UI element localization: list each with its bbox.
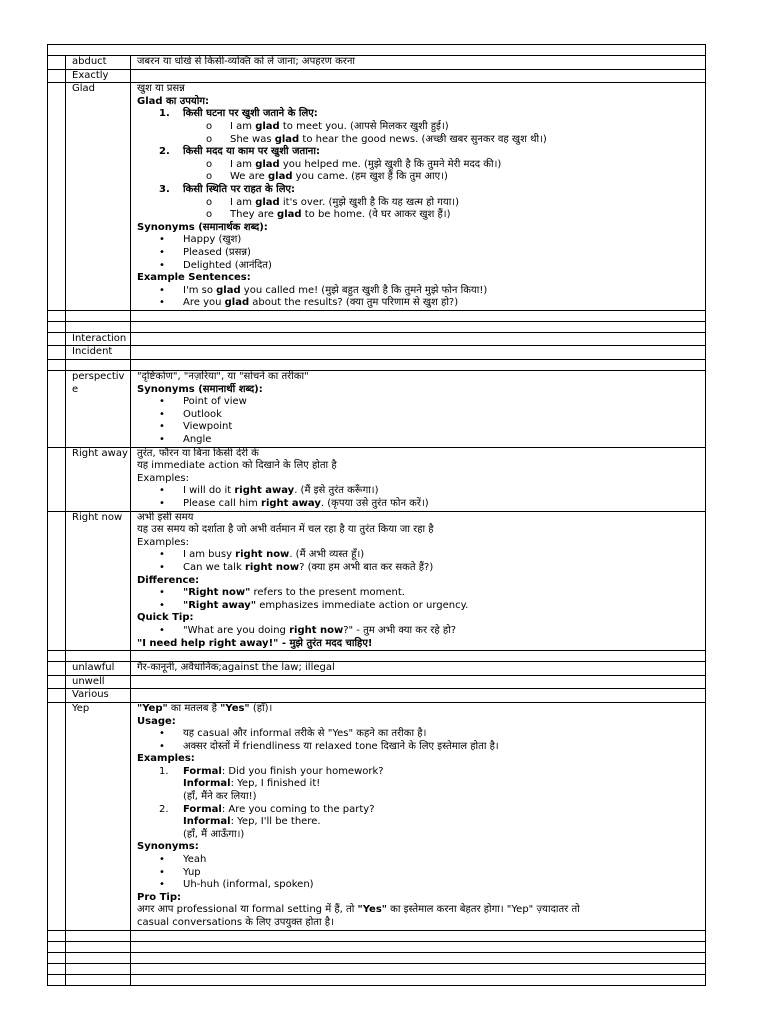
section-label: Examples: — [137, 536, 189, 548]
meaning-cell — [131, 974, 706, 985]
section-heading: Pro Tip: — [137, 891, 182, 903]
table-row — [48, 963, 706, 974]
tip-line: casual conversations के लिए उपयुक्त होता है। — [137, 917, 334, 928]
table-row — [48, 83, 706, 311]
example-line: o I am glad you helped me. (मुझे खुशी है कि तुमने मेरी मदद की।) — [206, 158, 502, 170]
section-heading: Difference: — [137, 574, 200, 586]
definition-text: जबरन या धोखे से किसी-व्यक्ति को ले जाना; अपहरण करना — [137, 56, 355, 67]
row-marker-cell — [48, 941, 66, 952]
row-marker-cell — [48, 321, 66, 332]
word-cell — [66, 952, 131, 963]
table-row — [48, 974, 706, 985]
bullet-item: • Are you glad about the results? (क्या तुम परिणाम से खुश हो?) — [159, 297, 459, 309]
bullet-item: • Angle — [159, 434, 212, 446]
word-cell: Various — [66, 689, 131, 703]
table-row — [48, 69, 706, 83]
section-heading: Glad का उपयोग: — [137, 95, 209, 107]
meaning-line: अभी इसी समय — [137, 511, 194, 523]
row-marker-cell — [48, 69, 66, 83]
word-cell — [66, 651, 131, 662]
numbered-item: 1. किसी घटना पर खुशी जताने के लिए: — [159, 108, 318, 120]
bullet-item: • अक्सर दोस्तों में friendliness या relaxed tone दिखाने के लिए इस्तेमाल होता है। — [159, 740, 499, 752]
word-cell — [66, 321, 131, 332]
table-row — [48, 360, 706, 371]
numbered-item: 2. किसी मदद या काम पर खुशी जताना: — [159, 146, 320, 158]
bullet-icon: • — [159, 234, 165, 246]
table-row — [48, 56, 706, 70]
table-row — [48, 702, 706, 930]
vocabulary-table-container — [47, 44, 705, 986]
bullet-icon: • — [159, 587, 165, 599]
meaning-cell — [131, 447, 706, 511]
meaning-cell — [131, 511, 706, 651]
word-cell: Right now — [66, 511, 131, 651]
meaning-line: "Yep" का मतलब है "Yes" (हाँ)। — [137, 702, 273, 714]
section-heading: Example Sentences: — [137, 272, 251, 284]
table-row — [48, 930, 706, 941]
table-row — [48, 662, 706, 676]
section-label: Examples: — [137, 472, 189, 484]
bullet-item: • "Right now" refers to the present moment. — [159, 587, 405, 599]
word-cell: Exactly — [66, 69, 131, 83]
example-line: o She was glad to hear the good news. (अच्छी खबर सुनकर वह खुश थी।) — [206, 133, 547, 145]
bullet-icon: • — [159, 624, 165, 636]
section-heading: Quick Tip: — [137, 612, 194, 624]
word-cell — [66, 941, 131, 952]
bullet-icon: • — [159, 421, 165, 433]
meaning-cell — [131, 702, 706, 930]
word-cell: Yep — [66, 702, 131, 930]
meaning-line: खुश या प्रसन्न — [137, 83, 185, 95]
row-marker-cell — [48, 346, 66, 360]
table-row — [48, 511, 706, 651]
meaning-cell — [131, 963, 706, 974]
bullet-item: • I'm so glad you called me! (मुझे बहुत खुशी है कि तुमने मुझे फोन किया!) — [159, 284, 488, 296]
meaning-cell — [131, 941, 706, 952]
word-cell — [66, 963, 131, 974]
meaning-line: यह immediate action को दिखाने के लिए होता है — [137, 460, 337, 472]
bullet-item: • Yeah — [159, 854, 207, 866]
word-cell — [66, 360, 131, 371]
table-header-empty — [48, 45, 706, 56]
meaning-cell — [131, 69, 706, 83]
row-marker-cell — [48, 702, 66, 930]
row-marker-cell — [48, 56, 66, 70]
word-cell — [66, 930, 131, 941]
table-row — [48, 941, 706, 952]
bullet-icon: • — [159, 728, 165, 740]
bullet-item: • Outlook — [159, 408, 222, 420]
word-cell: abduct — [66, 56, 131, 70]
numbered-item: 3. किसी स्थिति पर राहत के लिए: — [159, 183, 296, 195]
bullet-item: • "What are you doing right now?" - तुम अभी क्या कर रहे हो? — [159, 624, 457, 636]
bullet-icon: • — [159, 854, 165, 866]
table-row — [48, 689, 706, 703]
section-heading: Synonyms: — [137, 841, 199, 853]
bullet-item: • Point of view — [159, 396, 247, 408]
example-line: Informal: Yep, I'll be there. — [183, 816, 321, 828]
bullet-item: • I will do it right away. (मैं इसे तुरंत करूँगा।) — [159, 485, 379, 497]
bullet-icon: • — [159, 866, 165, 878]
meaning-cell — [131, 689, 706, 703]
row-marker-cell — [48, 952, 66, 963]
table-row — [48, 447, 706, 511]
numbered-item: 1. Formal: Did you finish your homework? — [159, 765, 384, 777]
bullet-icon: • — [159, 740, 165, 752]
word-cell: unlawful — [66, 662, 131, 676]
bullet-item: • यह casual और informal तरीके से "Yes" कहने का तरीका है। — [159, 728, 427, 740]
word-cell — [66, 310, 131, 321]
bullet-icon: • — [159, 879, 165, 891]
bullet-item: • Viewpoint — [159, 421, 233, 433]
section-heading: Synonyms (समानार्थक शब्द): — [137, 221, 268, 233]
bullet-item: • "Right away" emphasizes immediate action or urgency. — [159, 599, 469, 611]
table-row — [48, 321, 706, 332]
example-line: Informal: Yep, I finished it! — [183, 778, 321, 790]
row-marker-cell — [48, 689, 66, 703]
example-line: o They are glad to be home. (वे घर आकर खुश हैं।) — [206, 209, 451, 221]
bullet-icon: • — [159, 284, 165, 296]
bullet-icon: • — [159, 396, 165, 408]
row-marker-cell — [48, 651, 66, 662]
tip-line: "I need help right away!" - मुझे तुरंत मदद चाहिए! — [137, 637, 373, 649]
bullet-item: • Pleased (प्रसन्न) — [159, 246, 251, 258]
meaning-cell — [131, 332, 706, 346]
meaning-line: "दृष्टिकोण", "नज़रिया", या "सोचने का तरीका" — [137, 371, 309, 383]
word-cell: Interaction — [66, 332, 131, 346]
row-marker-cell — [48, 974, 66, 985]
bullet-item: • Yup — [159, 866, 201, 878]
bullet-icon: • — [159, 549, 165, 561]
section-heading: Synonyms (समानार्थी शब्द): — [137, 383, 263, 395]
word-cell: perspective — [66, 371, 131, 448]
meaning-cell — [131, 56, 706, 70]
row-marker-cell — [48, 963, 66, 974]
bullet-item: • Happy (खुश) — [159, 234, 242, 246]
section-heading: Examples: — [137, 753, 195, 765]
word-cell: Right away — [66, 447, 131, 511]
bullet-icon: • — [159, 498, 165, 509]
meaning-cell — [131, 651, 706, 662]
section-heading: Usage: — [137, 715, 176, 727]
meaning-cell — [131, 83, 706, 311]
row-marker-cell — [48, 371, 66, 448]
table-row — [48, 952, 706, 963]
table-row — [48, 371, 706, 448]
meaning-line: तुरंत, फौरन या बिना किसी देरी के — [137, 447, 259, 459]
meaning-cell — [131, 675, 706, 689]
row-marker-cell — [48, 675, 66, 689]
bullet-icon: • — [159, 259, 165, 271]
bullet-item: • Can we talk right now? (क्या हम अभी बात कर सकते हैं?) — [159, 561, 434, 573]
meaning-cell — [131, 930, 706, 941]
table-row — [48, 332, 706, 346]
row-marker-cell — [48, 332, 66, 346]
row-marker-cell — [48, 310, 66, 321]
meaning-cell — [131, 310, 706, 321]
word-cell: Incident — [66, 346, 131, 360]
row-marker-cell — [48, 83, 66, 311]
meaning-cell — [131, 360, 706, 371]
row-marker-cell — [48, 447, 66, 511]
bullet-icon: • — [159, 408, 165, 420]
bullet-item: • Please call him right away. (कृपया उसे तुरंत फोन करें।) — [159, 498, 429, 509]
bullet-icon: • — [159, 434, 165, 446]
bullet-icon: • — [159, 297, 165, 309]
bullet-item: • Delighted (आनंदित) — [159, 259, 272, 271]
translation-line: (हाँ, मैं आऊँगा।) — [183, 828, 245, 840]
table-row — [48, 45, 706, 56]
example-line: o We are glad you came. (हम खुश हैं कि तुम आए।) — [206, 171, 448, 183]
row-marker-cell — [48, 360, 66, 371]
bullet-icon: • — [159, 561, 165, 573]
meaning-cell — [131, 346, 706, 360]
vocabulary-table — [47, 44, 706, 986]
bullet-icon: • — [159, 599, 165, 611]
example-line: o I am glad to meet you. (आपसे मिलकर खुशी हुई।) — [206, 120, 449, 132]
translation-line: (हाँ, मैंने कर लिया!) — [183, 791, 257, 803]
definition-text: गैर-कानूनी, अवैधानिक;against the law; illegal — [137, 662, 335, 674]
table-row — [48, 346, 706, 360]
row-marker-cell — [48, 662, 66, 676]
bullet-item: • I am busy right now. (मैं अभी व्यस्त हूँ।) — [159, 549, 365, 561]
bullet-item: • Uh-huh (informal, spoken) — [159, 879, 314, 891]
meaning-line: यह उस समय को दर्शाता है जो अभी वर्तमान में चल रहा है या तुरंत किया जा रहा है — [137, 524, 434, 536]
numbered-item: 2. Formal: Are you coming to the party? — [159, 803, 375, 815]
meaning-cell — [131, 371, 706, 448]
table-row — [48, 651, 706, 662]
table-row — [48, 310, 706, 321]
bullet-icon: • — [159, 485, 165, 497]
meaning-cell — [131, 662, 706, 676]
example-line: o I am glad it's over. (मुझे खुशी है कि यह खत्म हो गया।) — [206, 196, 459, 208]
word-cell: unwell — [66, 675, 131, 689]
word-cell — [66, 974, 131, 985]
row-marker-cell — [48, 511, 66, 651]
row-marker-cell — [48, 930, 66, 941]
tip-line: अगर आप professional या formal setting में हैं, तो "Yes" का इस्तेमाल करना बेहतर होगा। "Yep" ज़्यादातर तो — [137, 904, 580, 916]
bullet-icon: • — [159, 246, 165, 258]
word-cell: Glad — [66, 83, 131, 311]
meaning-cell — [131, 952, 706, 963]
meaning-cell — [131, 321, 706, 332]
table-row — [48, 675, 706, 689]
